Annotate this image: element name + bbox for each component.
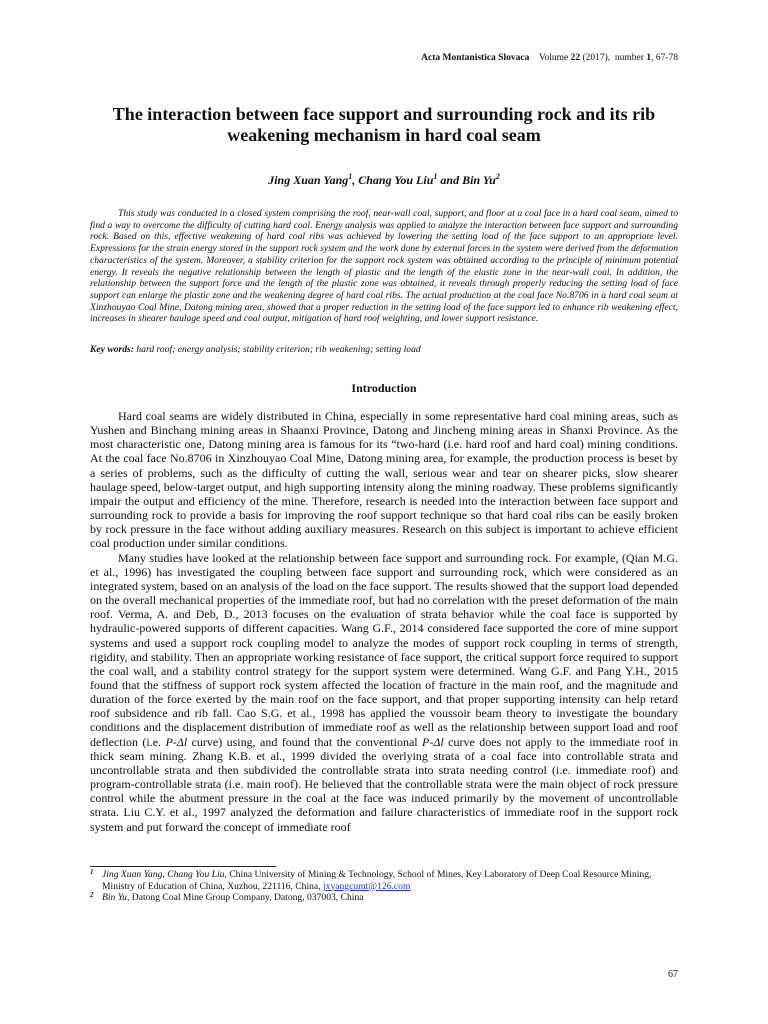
footnote-2-text: Datong Coal Mine Group Company, Datong, 037003, China xyxy=(129,892,364,903)
author-3-affiliation-mark: 2 xyxy=(495,172,500,181)
keywords-label: Key words: xyxy=(90,344,134,355)
author-separator: , xyxy=(352,173,359,187)
section-heading-introduction: Introduction xyxy=(351,381,417,395)
number-label: number xyxy=(614,53,644,63)
year: (2017), xyxy=(582,53,611,63)
journal-name: Acta Montanistica Slovaca xyxy=(421,53,530,63)
footnote-1 xyxy=(90,869,678,892)
keywords-text: hard roof; energy analysis; stability criterion; rib weakening; setting load xyxy=(133,344,421,355)
author-list xyxy=(90,172,678,188)
paragraph-2-part-1: Many studies have looked at the relationship between face support and surrounding rock. For example, (Qian M.G. et al., 1996) has investigated the coupling between face support and surrounding rock, which were considered as an integrated system, based on an analysis of the load on the face support. The results showed that the support load depended on the overall mechanical properties of the immediate roof, but had no correlation with the preset deformation of the main roof. Verma, A. and Deb, D., 2013 focuses on the evaluation of strata behavior while the coal face is supported by hydraulic-powered supports of different capacities. Wang G.F., 2014 considered face supported the core of mine support systems and used a support rock coupling model to analyze the modes of support rock coupling in terms of strength, rigidity, and stability. Then an appropriate working resistance of face support, the critical support force required to support the coal wall, and a stability control strategy for the support system were determined. Wang G.F. and Pang Y.H., 2015 found that the stiffness of support rock system affected the location of fracture in the main roof, and the magnitude and duration of the force exerted by the main roof on the face support, and that proper supporting intensity can help retard roof subsidence and rib fall. Cao S.G. et al., 1998 has applied the voussoir beam theory to investigate the boundary conditions and the displacement distribution of immediate roof as well as the relationship between support load and roof deflection (i.e. xyxy=(90,550,678,749)
paragraph-2-part-3: curve does not apply to the immediate roof in thick seam mining. Zhang K.B. et al., 1999 divided the overlying strata of a coal face into controllable strata and uncontrollable strata and then subdivided the controllable strata into strata needing control (i.e. immediate roof) and program-controllable strata (i.e. main roof). He believed that the controllable strata were the main object of rock pressure control while the abutment pressure in the coal at the face was induced primarily by the movement of uncontrollable strata. Liu C.Y. et al., 1997 analyzed the deformation and failure characteristics of immediate roof in the support rock system and put forward the concept of immediate roof xyxy=(90,734,679,834)
author-email-link[interactable]: jxyangcumt@126.com xyxy=(322,880,411,892)
paragraph-1: Hard coal seams are widely distributed in China, especially in some representative hard coal mining areas, such as Yushen and Binchang mining areas in Shaanxi Province, Datong and Jincheng mining areas in Shanxi Province. As the most characteristic one, Datong mining area is famous for its “two-hard (i.e. hard roof and hard coal) mining conditions. At the coal face No.8706 in Xinzhouyao Coal Mine, Datong mining area, for example, the production process is beset by a series of problems, such as the difficulty of cutting the wall, serious wear and tear on shearer picks, slow shearer haulage speed, below-target output, and high supporting intensity along the mining roadway. These problems significantly impair the output and efficiency of the mine. Therefore, research is needed into the interaction between face support and surrounding rock to provide a basis for improving the roof support technique so that hard coal ribs can be easily broken by rock pressure in the face without adding auxiliary measures. Research on this subject is important to achieve efficient coal production under similar conditions. xyxy=(90,409,678,551)
author-2: Chang You Liu xyxy=(358,173,434,187)
footnote-2-mark: 2 xyxy=(90,891,94,899)
paragraph-2 xyxy=(90,551,678,834)
page-number: 67 xyxy=(668,969,678,980)
footnote-1-text: China University of Mining & Technology, School of Mines, Key Laboratory of Deep Coal Resource Mining, Ministry of Education of China, Xuzhou, 221116, China, xyxy=(102,869,652,892)
footnote-2-names: Bin Yu, xyxy=(102,892,130,903)
keywords xyxy=(90,344,678,355)
footnote-divider xyxy=(90,866,276,867)
footnotes xyxy=(90,869,678,904)
footnote-1-names: Jing Xuan Yang, Chang You Liu, xyxy=(102,869,227,880)
volume-number: 22 xyxy=(570,53,581,63)
footnote-1-mark: 1 xyxy=(90,868,94,876)
running-header xyxy=(421,53,678,63)
paragraph-2-part-2: curve) using, and found that the conventional xyxy=(187,734,423,749)
paper-title: The interaction between face support and surrounding rock and its rib weakening mechanism in hard coal seam xyxy=(112,104,656,145)
issue-number: 1 xyxy=(646,53,652,63)
author-1: Jing Xuan Yang xyxy=(268,173,349,187)
author-2-affiliation-mark: 1 xyxy=(433,172,438,181)
footnote-2 xyxy=(90,892,678,904)
abstract: This study was conducted in a closed system comprising the roof, near-wall coal, support, and floor at a coal face in a hard coal seam, aimed to find a way to overcome the difficulty of cutting hard coal. Energy analysis was applied to analyze the interaction between face support and surrounding rock. Based on this, effective weakening of hard coal ribs was achieved by lowering the setting load of the face support to an appropriate level. Expressions for the strain energy stored in the support rock system and the work done by external forces in the system were derived from the deformation characteristics of the system. Moreover, a stability criterion for the support rock system was obtained according to the principle of minimum potential energy. It reveals the negative relationship between the length of plastic and the length of the elastic zone in the near-wall coal. In addition, the relationship between the support force and the length of the plastic zone was obtained, it reveals through properly reducing the setting load of face support can enlarge the plastic zone and the weakening degree of hard coal ribs. The actual production at the coal face No.8706 in a hard coal seam at Xinzhouyao Coal Mine, Datong mining area, showed that a proper reduction in the setting load of the face support led to enhance rib weakening effect, increases in shearer haulage speed and coal output, mitigation of hard roof weighting, and lower support resistance. xyxy=(90,208,678,325)
author-separator: and xyxy=(437,173,463,187)
author-1-affiliation-mark: 1 xyxy=(348,172,353,181)
p-delta-l-symbol: P-Δl xyxy=(165,734,188,749)
author-3: Bin Yu xyxy=(462,173,496,187)
volume-label: Volume xyxy=(538,53,569,63)
page-range: , 67-78 xyxy=(651,53,678,63)
p-delta-l-symbol: P-Δl xyxy=(422,734,444,749)
body-text xyxy=(90,409,678,834)
